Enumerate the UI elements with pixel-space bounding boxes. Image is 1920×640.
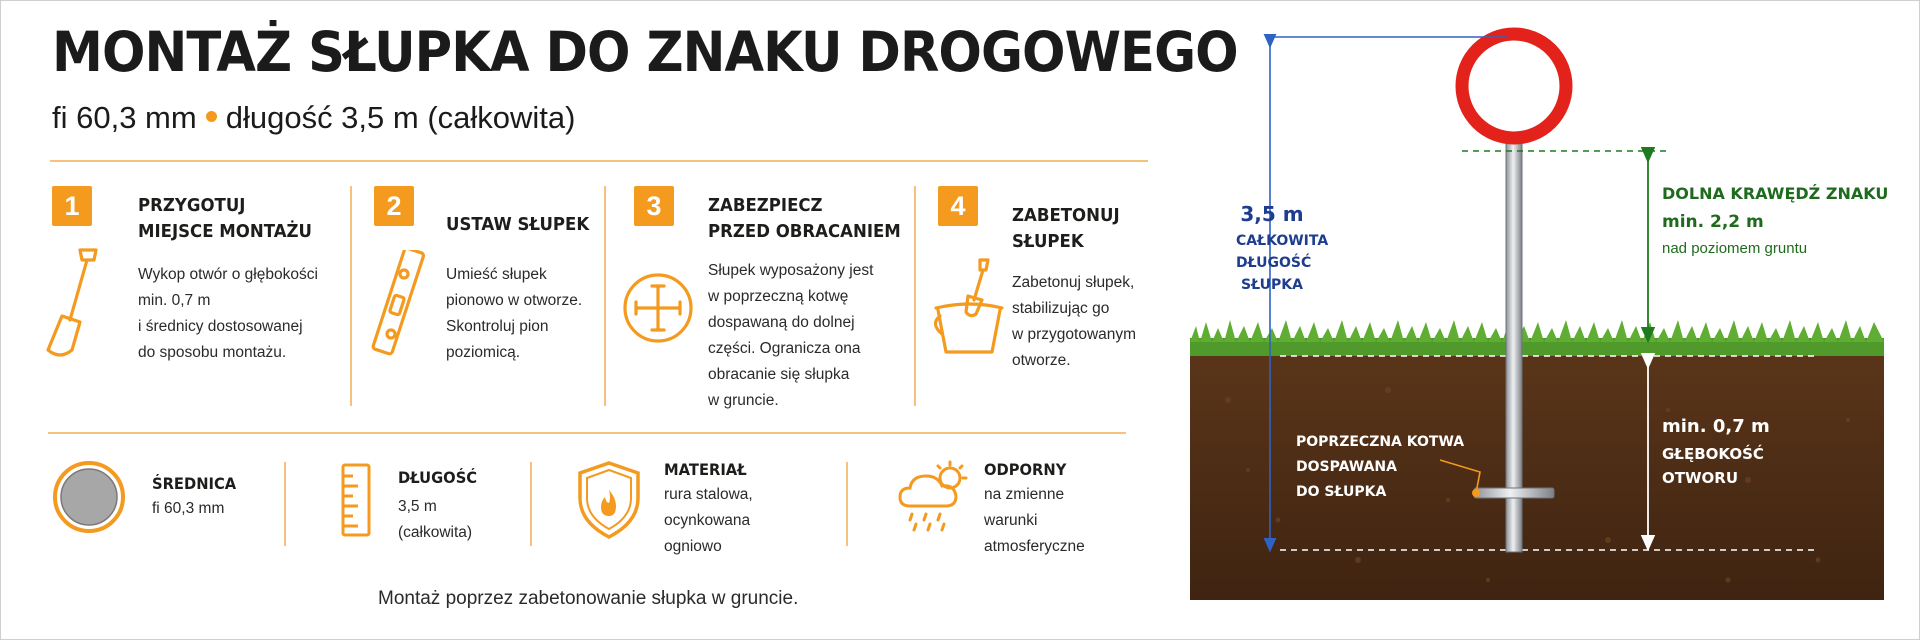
spec-divider-2: [530, 462, 532, 546]
cross-anchor: [1474, 488, 1554, 498]
bucket-trowel-icon: [930, 254, 1010, 363]
step-4-title: ZABETONUJ SŁUPEK: [1012, 205, 1120, 252]
subtitle-bullet: [206, 111, 217, 122]
pipe-cross-section-icon: [52, 460, 126, 539]
step-divider-1: [350, 186, 352, 406]
divider-top: [50, 160, 1148, 162]
step-1-badge: 1: [52, 186, 92, 226]
spec-length-title: DŁUGOŚĆ: [398, 468, 478, 487]
step-2-badge: 2: [374, 186, 414, 226]
step-3-text: Słupek wyposażony jest w poprzeczną kotwę dospawaną do dolnej części. Ogranicza ona obracanie się słupka w gruncie.: [708, 262, 874, 409]
step-2-title: USTAW SŁUPEK: [446, 214, 590, 235]
spec-resistance-title: ODPORNY: [984, 460, 1067, 479]
anchor-cross-icon: [618, 268, 698, 353]
spec-diameter-text: fi 60,3 mm: [152, 500, 225, 517]
step-4-badge: 4: [938, 186, 978, 226]
spirit-level-icon: [364, 250, 434, 365]
spec-material-text: rura stalowa, ocynkowana ogniowo: [664, 486, 753, 555]
spec-material-title: MATERIAŁ: [664, 460, 747, 479]
step-2-text: Umieść słupek pionowo w otworze. Skontroluj pion poziomicą.: [446, 266, 583, 361]
shovel-icon: [40, 242, 100, 367]
installation-scene-svg: [1188, 20, 1888, 610]
anchor-label: POPRZECZNA KOTWA DOSPAWANA DO SŁUPKA: [1296, 434, 1465, 500]
divider-middle: [48, 432, 1126, 434]
installation-diagram: [1188, 20, 1888, 610]
page-subtitle: [52, 100, 575, 136]
soil-block: [1190, 352, 1884, 600]
fire-shield-icon: [576, 460, 642, 545]
sign-edge-label: DOLNA KRAWĘDŹ ZNAKU min. 2,2 m nad poziomem gruntu: [1662, 184, 1889, 257]
spec-length-text: 3,5 m (całkowita): [398, 498, 473, 541]
depth-label: min. 0,7 m GŁĘBOKOŚĆ OTWORU: [1662, 416, 1770, 487]
subtitle-diameter: fi 60,3 mm: [52, 100, 197, 135]
anchor-leader-dot: [1472, 489, 1480, 497]
ruler-icon: [340, 462, 374, 543]
step-3-badge: 3: [634, 186, 674, 226]
step-1-text: Wykop otwór o głębokości min. 0,7 m i średnicy dostosowanej do sposobu montażu.: [138, 266, 318, 361]
subtitle-length: długość 3,5 m (całkowita): [225, 100, 576, 135]
round-sign: [1462, 34, 1566, 138]
step-3-title: ZABEZPIECZ PRZED OBRACANIEM: [708, 195, 901, 242]
weather-cloud-icon: [896, 460, 980, 541]
step-divider-3: [914, 186, 916, 406]
spec-divider-3: [846, 462, 848, 546]
total-length-label: 3,5 m CAŁKOWITA DŁUGOŚĆ SŁUPKA: [1236, 202, 1329, 293]
grass-blades: [1190, 320, 1884, 342]
footer-note: Montaż poprzez zabetonowanie słupka w gruncie.: [378, 588, 799, 609]
step-4-text: Zabetonuj słupek, stabilizując go w przygotowanym otworze.: [1012, 274, 1137, 369]
spec-diameter-title: ŚREDNICA: [152, 474, 237, 493]
page-title: MONTAŻ SŁUPKA DO ZNAKU DROGOWEGO: [52, 20, 1238, 84]
spec-resistance-text: na zmienne warunki atmosferyczne: [984, 486, 1085, 555]
spec-divider-1: [284, 462, 286, 546]
step-1-title: PRZYGOTUJ MIEJSCE MONTAŻU: [138, 195, 312, 242]
step-divider-2: [604, 186, 606, 406]
